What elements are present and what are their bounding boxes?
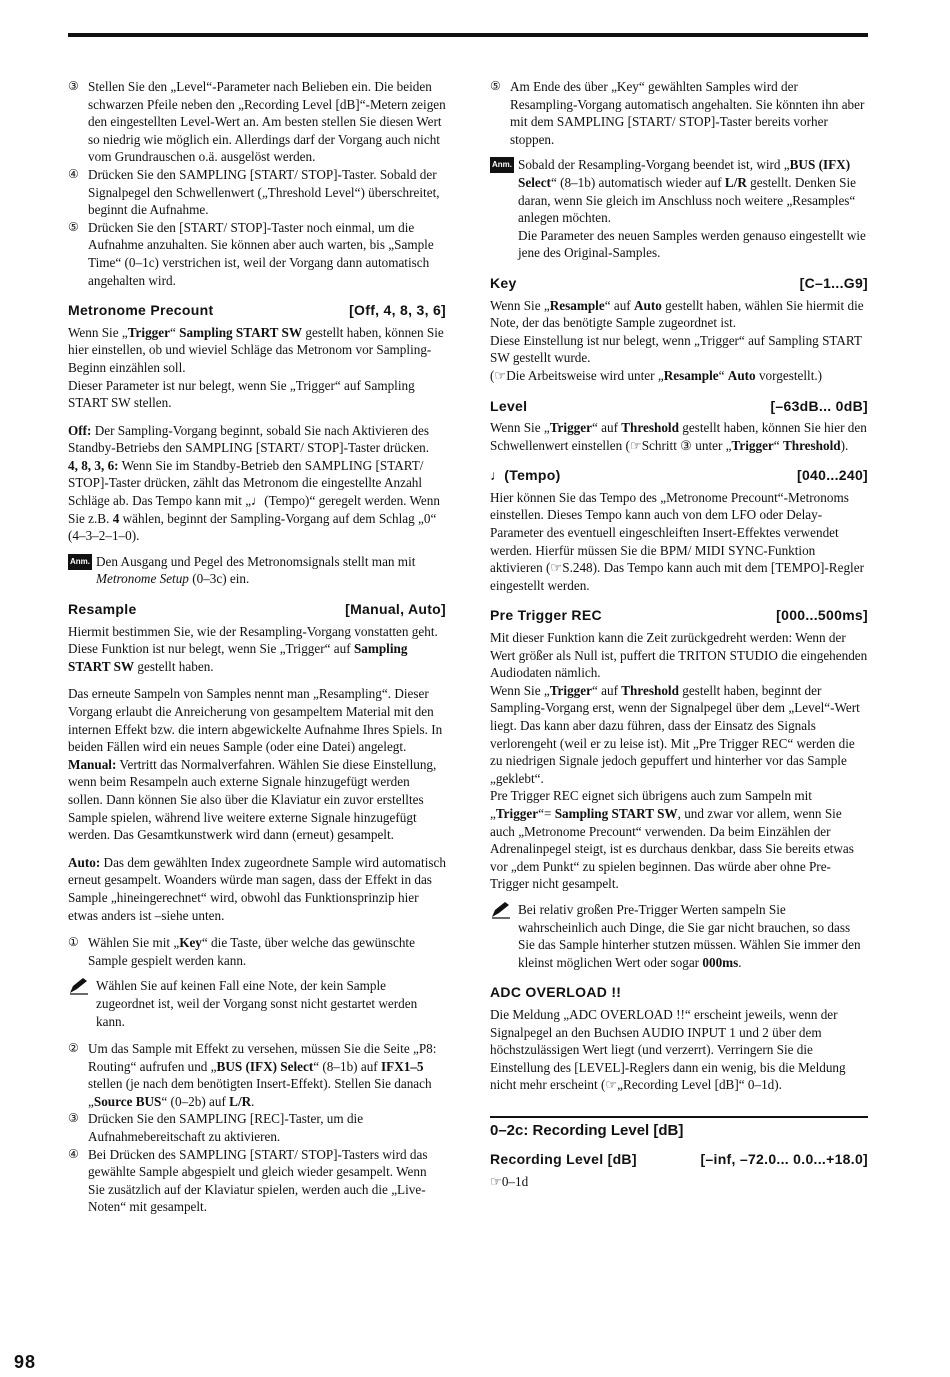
pen-icon — [68, 977, 90, 995]
resample-para-3: Das erneute Sampeln von Samples nennt man „Resampling“. Dieser Vorgang erlaubt die Anreicherung von gesampeltem Material mit den internen Effekt bzw. die intern abgewickelte Aufnahme Ihres Spiels. In beiden Fällen wird ein neues Sample (oder eine Datei) angelegt. — [68, 686, 443, 755]
param-title: Level — [490, 397, 528, 414]
resample-heading — [68, 601, 446, 619]
step-number: ② — [68, 1041, 79, 1056]
resample-auto: Auto: Das dem gewählten Index zugeordnete Sample wird automatisch erneut gesampelt. Woanders würde man sagen, dass der Effekt in das Sample „hineingerechnet“ wird, obwohl das Funktionsprinzip hier etwas anders ist –siehe unten. — [68, 854, 446, 923]
pen-icon — [490, 901, 512, 919]
pre-trigger-pen-note: Bei relativ großen Pre-Trigger Werten sampeln Sie wahrscheinlich auch Dinge, die Sie gar nicht brauchen, so dass Sie das Sample hinterher stutzen müssen. Wählen Sie immer den kleinst möglichen Wert oder sogar 000ms. — [490, 901, 868, 971]
step-number: ⑤ — [490, 79, 501, 93]
step-number: ④ — [68, 166, 79, 181]
metronome-para-1: Wenn Sie „Trigger“ Sampling START SW gestellt haben, können Sie hier einstellen, ob und wieviel Schläge das Metronom vor Sampling-Beginn einzählen soll. — [68, 324, 444, 375]
adc-overload-para: Die Meldung „ADC OVERLOAD !!“ erscheint jeweils, wenn der Signalpegel an den Buchsen AUDIO INPUT 1 und 2 über dem höchstzulässigen Wert liegt (und verzerrt). Verringern Sie die Einstellung des [LEVEL]-Reglers dann ein wenig, bis die Meldung nicht mehr erscheint (☞„Recording Level [dB]“ 0–1d). — [490, 1006, 846, 1093]
param-range: [C–1...G9] — [799, 274, 868, 291]
recording-level-heading — [490, 1151, 868, 1169]
step-number: ④ — [68, 1146, 79, 1161]
step-number: ⑤ — [68, 219, 79, 234]
resample-step-5: ⑤ Am Ende des über „Key“ gewählten Samples wird der Resampling-Vorgang automatisch angehalten. Sie könnten ihn aber mit dem SAMPLING [START/ STOP]-Taster bereits vorher stoppen. — [490, 79, 865, 147]
param-title: ♩(Tempo) — [490, 467, 561, 484]
param-range: [000...500ms] — [776, 607, 868, 624]
param-range: [–63dB... 0dB] — [770, 397, 868, 414]
tempo-para: Hier können Sie das Tempo des „Metronome Precount“-Metronoms einstellen. Dieses Tempo kann auch von dem LFO oder Delay-Parameter des eventuell eingeschleiften Insert-Effektes verwendet werden. Hierfür müssen Sie die BPM/ MIDI SYNC-Funktion aktivieren (☞S.248). Das Tempo kann auch mit dem [TEMPO]-Regler eingestellt werden. — [490, 489, 864, 593]
resample-manual: Manual: Vertritt das Normalverfahren. Wählen Sie diese Einstellung, wenn beim Resampeln auch externe Signale hinzugefügt werden sollen. Dann können Sie also über die Klaviatur ein zuvor erstelltes Sample spielen, während live weitere externe Signale hinzugefügt werden. Das Gesamtkunstwerk wird dann (erneut) gesampelt. — [68, 756, 437, 843]
key-para-1: Wenn Sie „Resample“ auf Auto gestellt haben, wählen Sie hiermit die Note, der das benötigte Sample zugeordnet ist. — [490, 297, 864, 331]
key-para-2: Diese Einstellung ist nur belegt, wenn „Trigger“ auf Sampling START SW gestellt wurde. — [490, 332, 862, 366]
step-text: Drücken Sie den [START/ STOP]-Taster noch einmal, um die Aufnahme anzuhalten. Sie können aber auch warten, bis „Sample Time“ (0–1c) verstrichen ist, weil der Vorgang dann automatisch angehalten wird. — [88, 219, 434, 288]
pre-trigger-para-3: Pre Trigger REC eignet sich übrigens auch zum Sampeln mit „Trigger“= Sampling START SW, und zwar vor allem, wenn Sie auch „Metronome Precount“ verwenden. Da beim Einzählen der Adrenalinpegel steigt, ist es durchaus denkbar, dass Sie bereits etwas vor „dem Punkt“ zu spielen beginnen. Das würde aber ohne Pre-Trigger nicht gesampelt. — [490, 788, 854, 892]
step-4 — [68, 166, 446, 219]
resample-pen-note: Wählen Sie auf keinen Fall eine Note, der kein Sample zugeordnet ist, weil der Vorgang sonst nicht gestartet werden kann. — [68, 977, 446, 1030]
resample-end-note: Anm. Sobald der Resampling-Vorgang beendet ist, wird „BUS (IFX) Select“ (8–1b) automatisch wieder auf L/R gestellt. Denken Sie daran, wenn Sie gleich im Anschluss noch weitere „Resamples“ anlegen möchten. Die Parameter des neuen Samples werden genauso eingestellt wie jene des Original-Samples. — [492, 157, 866, 261]
metronome-para-2: Dieser Parameter ist nur belegt, wenn Sie „Trigger“ auf Sampling START SW stellen. — [68, 377, 415, 411]
param-title: ADC OVERLOAD !! — [490, 984, 622, 1001]
page-number: 98 — [14, 1352, 37, 1372]
resample-para-1: Hiermit bestimmen Sie, wie der Resampling-Vorgang vonstatten geht. — [68, 623, 438, 639]
step-3 — [68, 78, 446, 166]
section-heading: 0–2c: Recording Level [dB] — [490, 1116, 868, 1140]
param-title: Metronome Precount — [68, 302, 214, 319]
tempo-heading — [490, 467, 868, 485]
right-column — [490, 78, 868, 1191]
param-title: Recording Level [dB] — [490, 1151, 637, 1168]
param-range: [040...240] — [796, 467, 868, 484]
resample-step-2: ② Um das Sample mit Effekt zu versehen, müssen Sie die Seite „P8: Routing“ aufrufen und „BUS (IFX) Select“ (8–1b) auf IFX1–5 stellen (je nach dem benötigten Insert-Effekt). Stellen Sie danach „Source BUS“ (0–2b) auf L/R. — [68, 1041, 437, 1109]
adc-overload-heading — [490, 984, 868, 1002]
note-badge-icon: Anm. — [68, 554, 92, 570]
level-heading — [490, 398, 868, 416]
pre-trigger-para-2: Wenn Sie „Trigger“ auf Threshold gestellt haben, beginnt der Sampling-Vorgang erst, wenn der Signalpegel über dem „Level“-Wert liegt. Das kann aber dazu führen, dass der Einsatz des Signals verlorengeht (weil er zu leise ist). Mit „Pre Trigger REC“ werden die zu niedrigen Signale jedoch gepuffert und hinterher vor das Sample „geklebt“. — [490, 682, 860, 786]
param-range: [Off, 4, 8, 3, 6] — [349, 302, 446, 319]
step-number: ① — [68, 935, 79, 950]
param-title: Key — [490, 274, 517, 291]
metronome-note: Anm. Den Ausgang und Pegel des Metronomsignals stellt man mit Metronome Setup (0–3c) ein. — [70, 553, 416, 587]
param-title: Resample — [68, 601, 137, 618]
pre-trigger-para-1: Mit dieser Funktion kann die Zeit zurückgedreht werden: Wenn der Wert größer als Null ist, puffert die TRITON STUDIO die eingehenden Audiodaten nämlich. — [490, 630, 868, 681]
metronome-precount-heading — [68, 302, 446, 320]
step-number: ③ — [68, 1111, 79, 1126]
level-para: Wenn Sie „Trigger“ auf Threshold gestellt haben, können Sie hier den Schwellenwert einstellen (☞Schritt ③ unter „Trigger“ Threshold). — [490, 420, 867, 453]
top-rule — [68, 33, 868, 37]
note-badge-icon: Anm. — [490, 157, 514, 173]
step-text: Drücken Sie den SAMPLING [START/ STOP]-Taster. Sobald der Signalpegel den Schwellenwert („Threshold Level“) überschreitet, beginnt die Aufnahme. — [88, 166, 440, 218]
param-title: Pre Trigger REC — [490, 607, 602, 624]
resample-para-2: Diese Funktion ist nur belegt, wenn Sie „Trigger“ auf Sampling START SW gestellt haben. — [68, 641, 408, 674]
metronome-off: Off: Der Sampling-Vorgang beginnt, sobald Sie nach Aktivieren des Standby-Betriebs den SAMPLING [START/ STOP]-Taster drücken. — [68, 422, 430, 456]
resample-step-4: ④ Bei Drücken des SAMPLING [START/ STOP]-Tasters wird das gewählte Sample abgespielt und gleich wieder gesampelt. Wenn Sie zusätzlich auf der Klaviatur spielen, werden auch die „Live-Noten“ mit gesampelt. — [68, 1146, 428, 1215]
resample-step-3: ③ Drücken Sie den SAMPLING [REC]-Taster, um die Aufnahmebereitschaft zu aktivieren. — [68, 1111, 364, 1145]
recording-level-ref: ☞0–1d — [490, 1174, 529, 1190]
left-column — [68, 78, 446, 1216]
step-5 — [68, 219, 446, 289]
param-range: [–inf, –72.0... 0.0...+18.0] — [700, 1151, 868, 1168]
param-range: [Manual, Auto] — [345, 601, 446, 618]
key-heading — [490, 275, 868, 293]
step-number: ③ — [68, 79, 79, 93]
key-para-3: (☞Die Arbeitsweise wird unter „Resample“ Auto vorgestellt.) — [490, 367, 823, 383]
metronome-counts: 4, 8, 3, 6: Wenn Sie im Standby-Betrieb den SAMPLING [START/ STOP]-Taster drücken, zählt das Metronom die eingestellte Anzahl Schläge ab. Das Tempo kann mit „♩(Tempo)“ geregelt werden. Wenn Sie z.B. 4 wählen, beginnt der Sampling-Vorgang auf dem Schlag „0“ (4–3–2–1–0). — [68, 457, 440, 544]
pre-trigger-heading — [490, 607, 868, 625]
resample-step-1: ① Wählen Sie mit „Key“ die Taste, über welche das gewünschte Sample gespielt werden kann. — [68, 935, 415, 968]
step-text: Stellen Sie den „Level“-Parameter nach Belieben ein. Die beiden schwarzen Pfeile neben den „Recording Level [dB]“-Metern zeigen den eingestellten Level-Wert an. Am besten stellen Sie diesen Wert so niedrig wie möglich ein. Allerdings darf der Vorgang auch nicht vom Grundrauschen o.ä. ausgelöst werden. — [88, 79, 446, 165]
